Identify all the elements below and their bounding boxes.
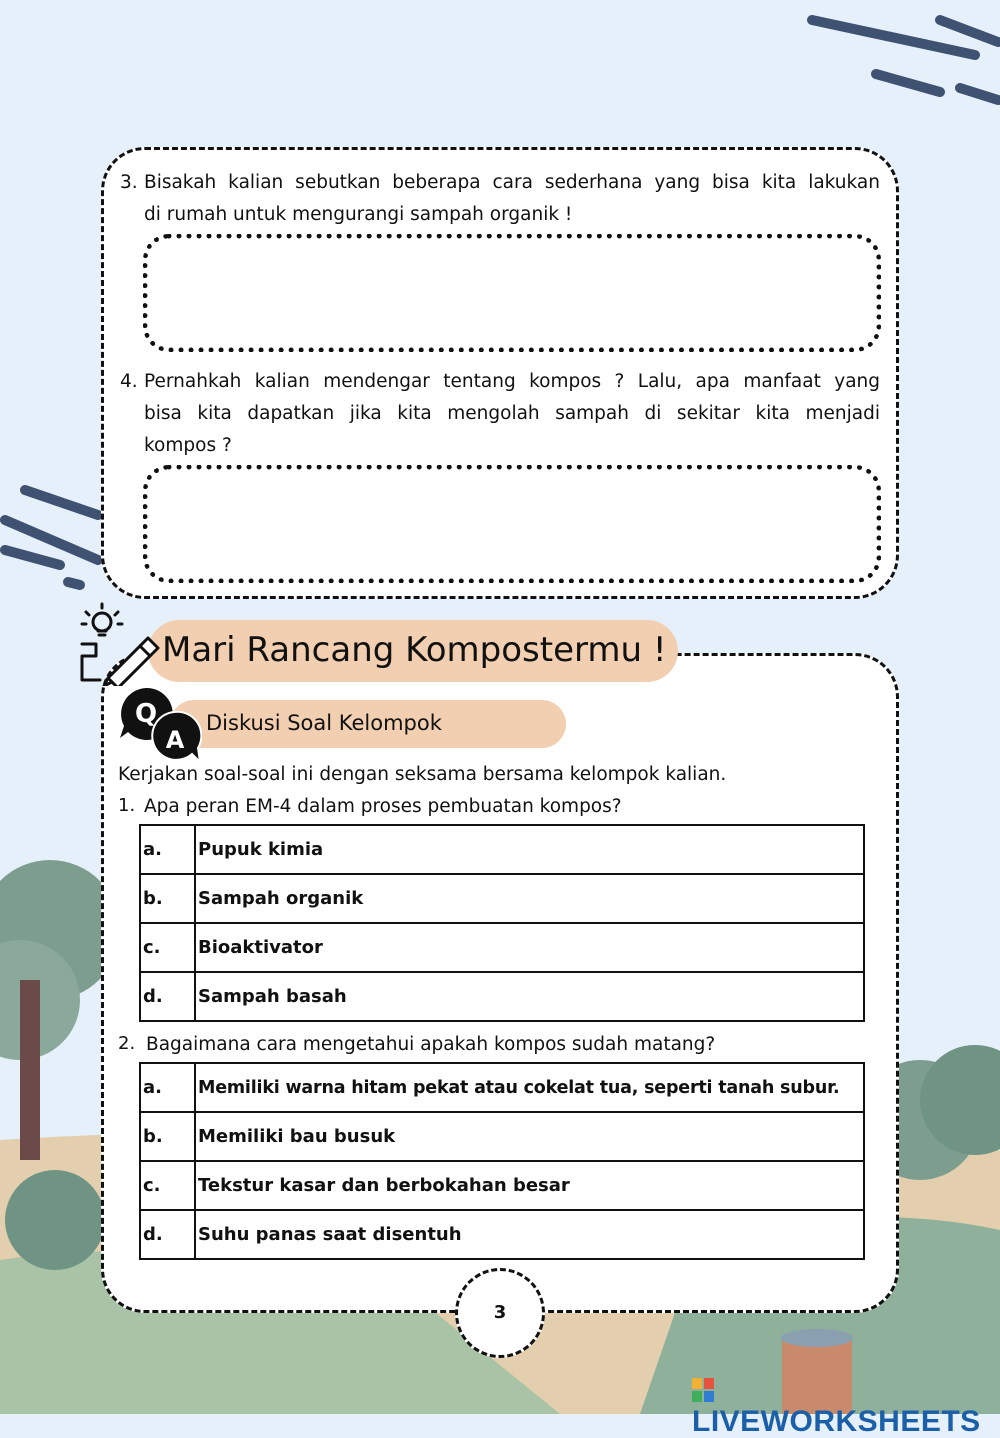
option-text: Sampah organik — [195, 874, 864, 923]
answer-box-3[interactable] — [143, 234, 881, 352]
question-number: 4. — [120, 371, 138, 392]
answer-box-4[interactable] — [143, 465, 881, 583]
question-text: Bagaimana cara mengetahui apakah kompos sudah matang? — [146, 1034, 716, 1055]
question-number: 2. — [118, 1033, 136, 1054]
brand-text: LIVEWORKSHEETS — [692, 1405, 981, 1438]
qa-badge-a: A — [165, 726, 185, 754]
option-letter: d. — [140, 1210, 195, 1259]
option-text: Pupuk kimia — [195, 825, 864, 874]
option-letter: d. — [140, 972, 195, 1021]
option-row[interactable] — [140, 972, 864, 1021]
qa-badge-q: Q — [134, 699, 158, 729]
section-subtitle: Diskusi Soal Kelompok — [206, 711, 442, 735]
question-text-line: Bisakah kalian sebutkan beberapa cara sederhana yang bisa kita lakukan — [144, 172, 880, 193]
question-text: Apa peran EM-4 dalam proses pembuatan kompos? — [144, 796, 622, 817]
option-row[interactable] — [140, 1210, 864, 1259]
section-title: Mari Rancang Kompostermu ! — [162, 630, 667, 670]
page-number: 3 — [455, 1268, 545, 1358]
question-number: 3. — [120, 172, 138, 193]
option-letter: b. — [140, 874, 195, 923]
option-text: Memiliki bau busuk — [195, 1112, 864, 1161]
qa-chat-icon — [118, 686, 202, 766]
options-table-q2 — [139, 1062, 865, 1260]
question-number: 1. — [118, 795, 136, 816]
lightbulb-pencil-icon — [78, 600, 162, 686]
question-text-line: Pernahkah kalian mendengar tentang kompos ? Lalu, apa manfaat yang — [144, 371, 880, 392]
instruction-text: Kerjakan soal-soal ini dengan seksama bersama kelompok kalian. — [118, 764, 727, 785]
option-text: Suhu panas saat disentuh — [195, 1210, 864, 1259]
liveworksheets-brand — [692, 1374, 1000, 1438]
option-text: Memiliki warna hitam pekat atau cokelat tua, seperti tanah subur. — [195, 1063, 864, 1112]
option-text: Sampah basah — [195, 972, 864, 1021]
option-row[interactable] — [140, 874, 864, 923]
option-letter: c. — [140, 1161, 195, 1210]
option-row[interactable] — [140, 825, 864, 874]
option-row[interactable] — [140, 923, 864, 972]
option-row[interactable] — [140, 1161, 864, 1210]
option-letter: c. — [140, 923, 195, 972]
option-text: Bioaktivator — [195, 923, 864, 972]
question-text-line: kompos ? — [144, 435, 232, 456]
option-letter: a. — [140, 825, 195, 874]
option-letter: b. — [140, 1112, 195, 1161]
question-text-line: bisa kita dapatkan jika kita mengolah sampah di sekitar kita menjadi — [144, 403, 880, 424]
option-row[interactable] — [140, 1063, 864, 1112]
option-row[interactable] — [140, 1112, 864, 1161]
liveworksheets-logo-icon — [692, 1378, 714, 1402]
options-table-q1 — [139, 824, 865, 1022]
option-text: Tekstur kasar dan berbokahan besar — [195, 1161, 864, 1210]
option-letter: a. — [140, 1063, 195, 1112]
question-text-line: di rumah untuk mengurangi sampah organik ! — [144, 204, 573, 225]
